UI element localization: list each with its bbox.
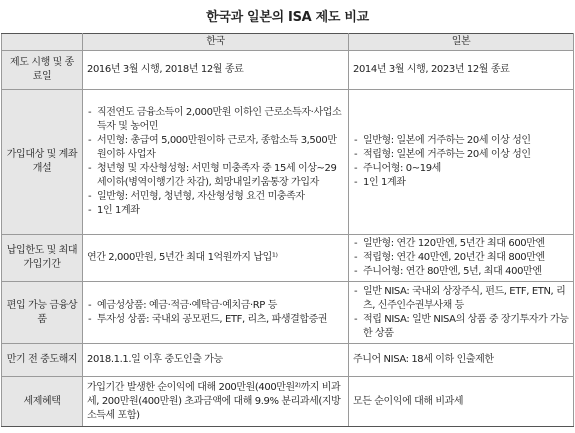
header-japan: 일본 (349, 34, 574, 51)
row-eligibility (2, 90, 574, 235)
row-limit (2, 235, 574, 282)
row-label-products: 편입 가능 금융상품 (2, 282, 83, 344)
list-item: - 예금성상품: 예금·적금·예탁금·예치금·RP 등 (87, 299, 344, 313)
list-item: - 적립형: 일본에 거주하는 20세 이상 성인 (353, 148, 569, 162)
row-label-launch: 제도 시행 및 종료일 (2, 51, 83, 90)
list-item: - 서민형: 총급여 5,000만원이하 근로자, 종합소득 3,500만원이하 사업자 (87, 134, 344, 162)
page-title: 한국과 일본의 ISA 제도 비교 (206, 10, 369, 25)
list-item: - 일반형: 연간 120만엔, 5년간 최대 600만엔 (353, 237, 569, 251)
row-tax (2, 377, 574, 427)
korea-products (83, 282, 349, 344)
list-item: - 직전연도 금융소득이 2,000만원 이하인 근로소득자·사업소득자 및 농어민 (87, 106, 344, 134)
list-item: - 적립형: 연간 40만엔, 20년간 최대 800만엔 (353, 251, 569, 265)
list-item: - 일반형: 일본에 거주하는 20세 이상 성인 (353, 134, 569, 148)
comparison-table (1, 33, 574, 427)
japan-launch: 2014년 3월 시행, 2023년 12월 종료 (349, 51, 574, 90)
korea-tax: 가입기간 발생한 순이익에 대해 200만원(400만원²⁾까지 비과세, 200만원(400만원) 초과금액에 대해 9.9% 분리과세(지방소득세 포함) (83, 377, 349, 427)
list-item: - 주니어형: 연간 80만엔, 5년, 최대 400만엔 (353, 265, 569, 279)
korea-early: 2018.1.1.일 이후 중도인출 가능 (83, 344, 349, 377)
row-launch (2, 51, 574, 90)
row-label-tax: 세제혜택 (2, 377, 83, 427)
row-label-limit: 납입한도 및 최대 가입기간 (2, 235, 83, 282)
list-item: - 투자성 상품: 국내외 공모펀드, ETF, 리츠, 파생결합증권 (87, 313, 344, 327)
row-products (2, 282, 574, 344)
list-item: - 적립 NISA: 일반 NISA의 상품 중 장기투자가 가능한 상품 (353, 313, 569, 341)
list-item: - 일반 NISA: 국내외 상장주식, 펀드, ETF, ETN, 리츠, 신주인수권부사채 등 (353, 285, 569, 313)
japan-tax: 모든 순이익에 대해 비과세 (349, 377, 574, 427)
korea-limit: 연간 2,000만원, 5년간 최대 1억원까지 납입¹⁾ (83, 235, 349, 282)
row-label-early: 만기 전 중도해지 (2, 344, 83, 377)
list-item: - 주니어형: 0~19세 (353, 162, 569, 176)
korea-launch: 2016년 3월 시행, 2018년 12월 종료 (83, 51, 349, 90)
japan-eligibility (349, 90, 574, 235)
list-item: - 1인 1계좌 (87, 204, 344, 218)
header-row (2, 34, 574, 51)
list-item: - 1인 1계좌 (353, 176, 569, 190)
japan-products (349, 282, 574, 344)
header-korea: 한국 (83, 34, 349, 51)
japan-early: 주니어 NISA: 18세 이하 인출제한 (349, 344, 574, 377)
list-item: - 일반형: 서민형, 청년형, 자산형성형 요건 미충족자 (87, 190, 344, 204)
row-label-eligibility: 가입대상 및 계좌개설 (2, 90, 83, 235)
list-item: - 청년형 및 자산형성형: 서민형 미충족자 중 15세 이상~29세이하(병역이행기간 차감), 희망내일키움통장 가입자 (87, 162, 344, 190)
japan-limit (349, 235, 574, 282)
header-corner (2, 34, 83, 51)
row-early (2, 344, 574, 377)
korea-eligibility (83, 90, 349, 235)
